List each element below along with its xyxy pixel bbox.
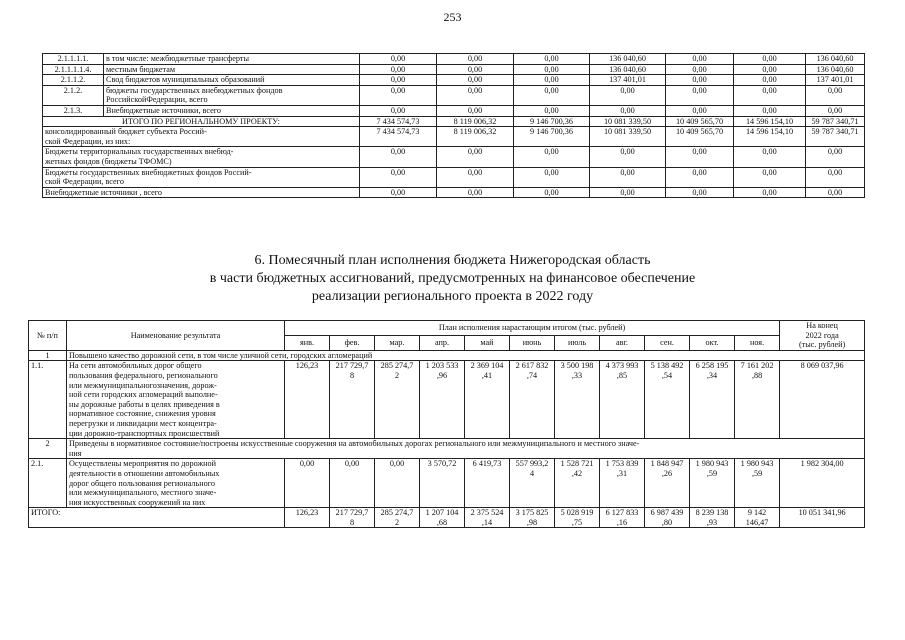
month-header: июнь — [510, 335, 555, 350]
result-name: На сети автомобильных дорог общего пользования федерального, регионального или межмуниципальногозначения, дорож- ной сети городских агломераций выполне- ны дорожные работы в целях приведения в нормативное состояние, снижения уровня перегрузки и ликвидации мест концентра- ции дорожно-транспортных происшествий — [67, 361, 285, 439]
total-value-cell: 8 119 006,32 — [437, 116, 514, 127]
row-name: Свод бюджетов муниципальных образований — [104, 75, 360, 86]
summary-row — [43, 127, 865, 147]
value-cell: 136 040,60 — [806, 64, 865, 75]
row-name: местным бюджетам — [104, 64, 360, 75]
value-cell: 0,00 — [437, 147, 514, 167]
value-cell: 0,00 — [514, 64, 590, 75]
total-month-value: 6 127 833 ,16 — [600, 508, 645, 528]
month-value-cell: 1 980 943 ,59 — [690, 459, 735, 508]
value-cell: 0,00 — [514, 54, 590, 65]
month-value-cell: 2 617 832 ,74 — [510, 361, 555, 439]
value-cell: 0,00 — [806, 187, 865, 198]
month-value-cell: 217 729,7 8 — [330, 361, 375, 439]
section-row — [29, 350, 865, 361]
row-code: 2.1.1.1.1. — [43, 54, 104, 65]
value-cell: 0,00 — [437, 75, 514, 86]
total-month-value: 126,23 — [285, 508, 330, 528]
value-cell: 0,00 — [806, 167, 865, 187]
summary-row — [43, 167, 865, 187]
value-cell: 0,00 — [590, 147, 666, 167]
value-cell: 136 040,60 — [806, 54, 865, 65]
result-row — [29, 459, 865, 508]
value-cell: 0,00 — [734, 167, 806, 187]
total-value-cell: 7 434 574,73 — [360, 116, 437, 127]
result-name: Осуществлены мероприятия по дорожной деятельности в отношении автомобильных дорог общего пользования регионального или межмуниципального, местного значе- ния искусственных сооружений на них — [67, 459, 285, 508]
total-month-value: 217 729,7 8 — [330, 508, 375, 528]
section-title: Приведены в нормативное состояние/построены искусственные сооружения на автомобильных дорогах регионального или межмуниципального и местного значе- ния — [67, 439, 865, 459]
value-cell: 10 409 565,70 — [666, 127, 734, 147]
total-value-cell: 9 146 700,36 — [514, 116, 590, 127]
value-cell: 0,00 — [590, 167, 666, 187]
total-month-value: 2 375 524 ,14 — [465, 508, 510, 528]
value-cell: 136 040,60 — [590, 64, 666, 75]
total-row — [29, 508, 865, 528]
total-year-end-value: 10 051 341,96 — [780, 508, 865, 528]
value-cell: 10 081 339,50 — [590, 127, 666, 147]
value-cell: 0,00 — [360, 167, 437, 187]
value-cell: 0,00 — [666, 64, 734, 75]
row-name: в том числе: межбюджетные трансферты — [104, 54, 360, 65]
month-value-cell: 4 373 993 ,85 — [600, 361, 645, 439]
value-cell: 0,00 — [360, 54, 437, 65]
col-header-year-end: На конец 2022 года (тыс. рублей) — [780, 321, 865, 351]
total-value-cell: 59 787 340,71 — [806, 116, 865, 127]
row-code: 2.1.1.1.1.4. — [43, 64, 104, 75]
value-cell: 0,00 — [514, 167, 590, 187]
value-cell: 0,00 — [360, 85, 437, 105]
total-value-cell: 10 081 339,50 — [590, 116, 666, 127]
value-cell: 0,00 — [666, 167, 734, 187]
month-value-cell: 2 369 104 ,41 — [465, 361, 510, 439]
value-cell: 0,00 — [734, 105, 806, 116]
row-name: Внебюджетные источники, всего — [104, 105, 360, 116]
value-cell: 0,00 — [666, 147, 734, 167]
value-cell: 0,00 — [514, 85, 590, 105]
total-month-value: 9 142 146,47 — [735, 508, 780, 528]
value-cell: 7 434 574,73 — [360, 127, 437, 147]
month-value-cell: 285 274,7 2 — [375, 361, 420, 439]
value-cell: 9 146 700,36 — [514, 127, 590, 147]
month-header: мар. — [375, 335, 420, 350]
total-month-value: 285 274,7 2 — [375, 508, 420, 528]
value-cell: 0,00 — [437, 187, 514, 198]
month-value-cell: 6 419,73 — [465, 459, 510, 508]
value-cell: 0,00 — [514, 105, 590, 116]
col-header-number: № п/п — [29, 321, 67, 351]
month-header: сен. — [645, 335, 690, 350]
month-value-cell: 0,00 — [330, 459, 375, 508]
value-cell: 0,00 — [360, 64, 437, 75]
month-header: июль — [555, 335, 600, 350]
row-code: 2.1.1.2. — [43, 75, 104, 86]
month-header: фев. — [330, 335, 375, 350]
month-header: апр. — [420, 335, 465, 350]
value-cell: 0,00 — [514, 147, 590, 167]
month-value-cell: 6 258 195 ,34 — [690, 361, 735, 439]
month-value-cell: 1 528 721 ,42 — [555, 459, 600, 508]
month-value-cell: 1 203 533 ,96 — [420, 361, 465, 439]
value-cell: 59 787 340,71 — [806, 127, 865, 147]
result-row — [29, 361, 865, 439]
section-row — [29, 439, 865, 459]
value-cell: 0,00 — [734, 64, 806, 75]
value-cell: 0,00 — [666, 54, 734, 65]
summary-name: Внебюджетные источники , всего — [43, 187, 360, 198]
value-cell: 0,00 — [666, 187, 734, 198]
month-value-cell: 7 161 202 ,88 — [735, 361, 780, 439]
value-cell: 0,00 — [360, 105, 437, 116]
total-value-cell: 10 409 565,70 — [666, 116, 734, 127]
total-value-cell: 14 596 154,10 — [734, 116, 806, 127]
section-number: 1 — [29, 350, 67, 361]
total-month-value: 1 207 104 ,68 — [420, 508, 465, 528]
month-header: янв. — [285, 335, 330, 350]
summary-row — [43, 147, 865, 167]
result-number: 2.1. — [29, 459, 67, 508]
value-cell: 0,00 — [590, 105, 666, 116]
month-header: окт. — [690, 335, 735, 350]
value-cell: 0,00 — [437, 64, 514, 75]
month-value-cell: 557 993,2 4 — [510, 459, 555, 508]
summary-name: Бюджеты государственных внебюджетных фондов Россий- ской Федерации, всего — [43, 167, 360, 187]
value-cell: 136 040,60 — [590, 54, 666, 65]
row-name: бюджеты государственных внебюджетных фондов РоссийскойФедерации, всего — [104, 85, 360, 105]
row-code: 2.1.2. — [43, 85, 104, 105]
section-title: Повышено качество дорожной сети, в том числе уличной сети, городских агломераций — [67, 350, 865, 361]
total-label: ИТОГО: — [29, 508, 285, 528]
month-value-cell: 5 138 492 ,54 — [645, 361, 690, 439]
value-cell: 0,00 — [437, 54, 514, 65]
budget-sources-table — [42, 53, 865, 198]
value-cell: 0,00 — [806, 105, 865, 116]
value-cell: 0,00 — [666, 85, 734, 105]
value-cell: 0,00 — [437, 105, 514, 116]
value-cell: 8 119 006,32 — [437, 127, 514, 147]
table-row — [43, 64, 865, 75]
row-code: 2.1.3. — [43, 105, 104, 116]
value-cell: 0,00 — [666, 105, 734, 116]
section-heading-line-1: 6. Помесячный план исполнения бюджета Нижегородская область — [254, 253, 651, 268]
value-cell: 0,00 — [514, 187, 590, 198]
col-header-plan: План исполнения нарастающим итогом (тыс. рублей) — [285, 321, 780, 336]
summary-row — [43, 187, 865, 198]
section-heading — [0, 252, 905, 306]
month-value-cell: 0,00 — [375, 459, 420, 508]
page-number: 253 — [443, 10, 462, 24]
month-value-cell: 3 570,72 — [420, 459, 465, 508]
value-cell: 0,00 — [360, 147, 437, 167]
value-cell: 0,00 — [437, 85, 514, 105]
table-row — [43, 54, 865, 65]
value-cell: 0,00 — [666, 75, 734, 86]
month-value-cell: 3 500 198 ,33 — [555, 361, 600, 439]
year-end-value: 1 982 304,00 — [780, 459, 865, 508]
col-header-result-name: Наименование результата — [67, 321, 285, 351]
value-cell: 137 401,01 — [590, 75, 666, 86]
value-cell: 0,00 — [590, 187, 666, 198]
value-cell: 0,00 — [360, 75, 437, 86]
value-cell: 137 401,01 — [806, 75, 865, 86]
summary-name: Бюджеты территориальных государственных внебюд- жетных фондов (бюджеты ТФОМС) — [43, 147, 360, 167]
value-cell: 0,00 — [360, 187, 437, 198]
month-header: май — [465, 335, 510, 350]
table-row — [43, 75, 865, 86]
value-cell: 0,00 — [734, 147, 806, 167]
month-header: авг. — [600, 335, 645, 350]
month-value-cell: 1 848 947 ,26 — [645, 459, 690, 508]
value-cell: 0,00 — [734, 187, 806, 198]
total-row — [43, 116, 865, 127]
month-value-cell: 0,00 — [285, 459, 330, 508]
total-month-value: 5 028 919 ,75 — [555, 508, 600, 528]
month-header: ноя. — [735, 335, 780, 350]
table-row — [43, 105, 865, 116]
value-cell: 0,00 — [734, 75, 806, 86]
section-number: 2 — [29, 439, 67, 459]
value-cell: 0,00 — [806, 147, 865, 167]
section-heading-line-2: в части бюджетных ассигнований, предусмотренных на финансовое обеспечение — [209, 271, 696, 286]
section-heading-line-3: реализации регионального проекта в 2022 году — [311, 289, 594, 304]
result-number: 1.1. — [29, 361, 67, 439]
value-cell: 0,00 — [514, 75, 590, 86]
summary-name: консолидированный бюджет субъекта Россий- ской Федерации, из них: — [43, 127, 360, 147]
value-cell: 14 596 154,10 — [734, 127, 806, 147]
value-cell: 0,00 — [806, 85, 865, 105]
total-month-value: 8 239 138 ,93 — [690, 508, 735, 528]
total-month-value: 3 175 825 ,98 — [510, 508, 555, 528]
year-end-value: 8 069 037,96 — [780, 361, 865, 439]
month-value-cell: 1 980 943 ,59 — [735, 459, 780, 508]
total-month-value: 6 987 439 ,80 — [645, 508, 690, 528]
value-cell: 0,00 — [734, 54, 806, 65]
value-cell: 0,00 — [437, 167, 514, 187]
monthly-plan-table — [28, 320, 865, 528]
total-label: ИТОГО ПО РЕГИОНАЛЬНОМУ ПРОЕКТУ: — [43, 116, 360, 127]
value-cell: 0,00 — [590, 85, 666, 105]
month-value-cell: 126,23 — [285, 361, 330, 439]
table-row — [43, 85, 865, 105]
month-value-cell: 1 753 839 ,31 — [600, 459, 645, 508]
value-cell: 0,00 — [734, 85, 806, 105]
table-header-row — [29, 321, 865, 336]
